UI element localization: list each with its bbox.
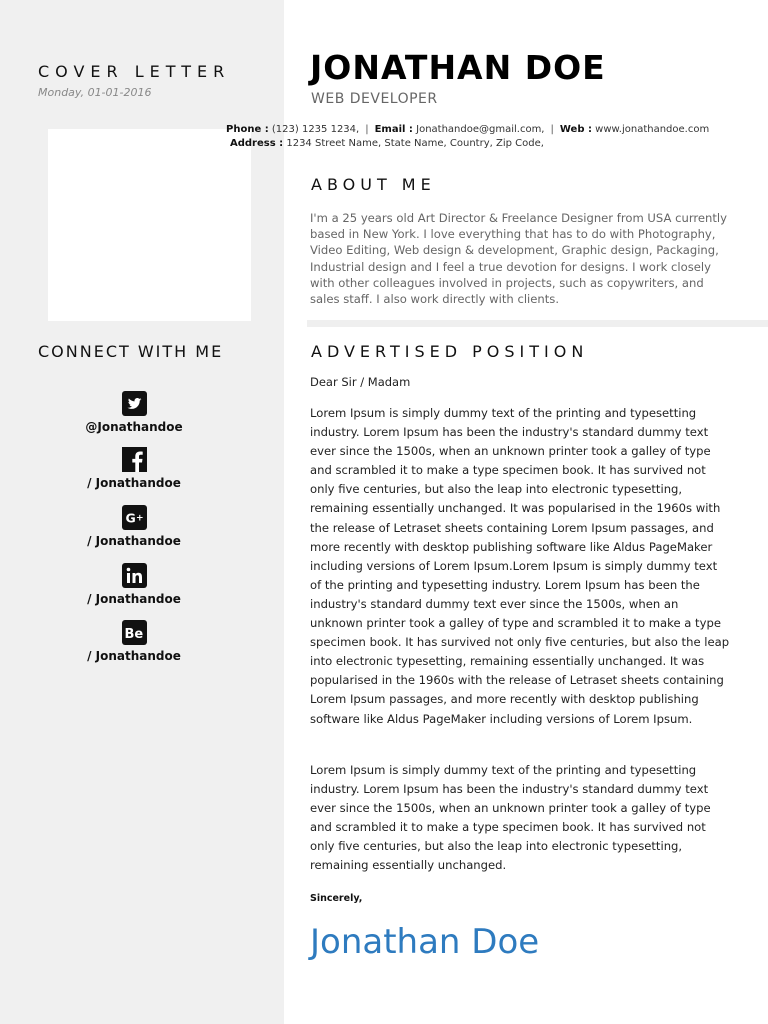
facebook-icon [122, 447, 147, 472]
behance-handle: / Jonathandoe [87, 649, 181, 663]
closing: Sincerely, [310, 893, 363, 904]
applicant-name: JONATHAN DOE [310, 48, 606, 87]
address-value: 1234 Street Name, State Name, Country, Zip Code, [286, 138, 544, 149]
letter-date: Monday, 01-01-2016 [38, 86, 152, 99]
connect-heading: CONNECT WITH ME [38, 342, 224, 361]
social-item-google-plus[interactable] [0, 505, 268, 548]
letter-paragraph: Lorem Ipsum is simply dummy text of the printing and typesetting industry. Lorem Ipsum has been the industry's standard dummy text ever since the 1500s, when an unknown printer took a galley of type and scrambled it to make a type specimen book. It has survived not only five centuries, but also the leap into electronic typesetting, remaining essentially unchanged. [310, 763, 711, 873]
linkedin-icon [122, 563, 147, 588]
advertised-position-heading: ADVERTISED POSITION [311, 342, 589, 361]
applicant-role: WEB DEVELOPER [311, 91, 438, 107]
email-label: Email : [374, 124, 413, 135]
salutation: Dear Sir / Madam [310, 375, 411, 389]
web-value[interactable]: www.jonathandoe.com [595, 124, 710, 135]
google-plus-handle: / Jonathandoe [87, 534, 181, 548]
twitter-icon [122, 391, 147, 416]
cover-letter-title: COVER LETTER [38, 62, 231, 81]
svg-text:+: + [135, 513, 144, 524]
about-me-text: I'm a 25 years old Art Director & Freelance Designer from USA currently based in New York. I love everything that has to do with Photography, Video Editing, Web design & development, Graphic design, Packaging, Industrial design and I feel a true devotion for designs. I work closely with other colleagues involved in projects, such as copywriters, and sales staff. I also work directly with clients. [310, 211, 728, 307]
facebook-handle: / Jonathandoe [87, 476, 181, 490]
contact-line-primary: Phone : (123) 1235 1234, | Email : Jonathandoe@gmail.com, | Web : www.jonathandoe.com [226, 124, 710, 135]
social-item-twitter[interactable] [0, 391, 268, 434]
social-item-facebook[interactable] [0, 447, 268, 490]
web-label: Web : [559, 124, 592, 135]
linkedin-handle: / Jonathandoe [87, 592, 181, 606]
email-value[interactable]: Jonathandoe@gmail.com, [416, 124, 545, 135]
phone-value: (123) 1235 1234, [271, 124, 360, 135]
svg-text:Be: Be [124, 627, 143, 642]
phone-label: Phone : [226, 124, 269, 135]
section-divider-bar [307, 320, 768, 327]
social-item-behance[interactable] [0, 620, 268, 663]
letter-paragraph: Lorem Ipsum is simply dummy text of the printing and typesetting industry. Lorem Ipsum has been the industry's standard dummy text ever since the 1500s, when an unknown printer took a galley of type and scrambled it to make a type specimen book. It has survived not only five centuries, but also the leap into electronic typesetting, remaining essentially unchanged. It was popularised in the 1960s with the release of Letraset sheets containing Lorem Ipsum passages, and more recently with desktop publishing software like Aldus PageMaker including versions of Lorem Ipsum.Lorem Ipsum is simply dummy text of the printing and typesetting industry. Lorem Ipsum has been the industry's standard dummy text ever since the 1500s, when an unknown printer took a galley of type and scrambled it to make a type specimen book. It has survived not only five centuries, but also the leap into electronic typesetting, remaining essentially unchanged. It was popularised in the 1960s with the release of Letraset sheets containing Lorem Ipsum passages, and more recently with desktop publishing software like Aldus PageMaker including versions of Lorem Ipsum. [310, 406, 730, 726]
contact-line-address [230, 138, 544, 149]
address-label: Address : [230, 138, 284, 149]
twitter-handle: @Jonathandoe [85, 420, 183, 434]
profile-photo-placeholder [48, 129, 251, 321]
svg-text:G: G [125, 510, 136, 526]
social-item-linkedin[interactable] [0, 563, 268, 606]
behance-icon [122, 620, 147, 645]
google-plus-icon [122, 505, 147, 530]
signature-name: Jonathan Doe [310, 922, 540, 962]
about-me-heading: ABOUT ME [311, 175, 436, 194]
